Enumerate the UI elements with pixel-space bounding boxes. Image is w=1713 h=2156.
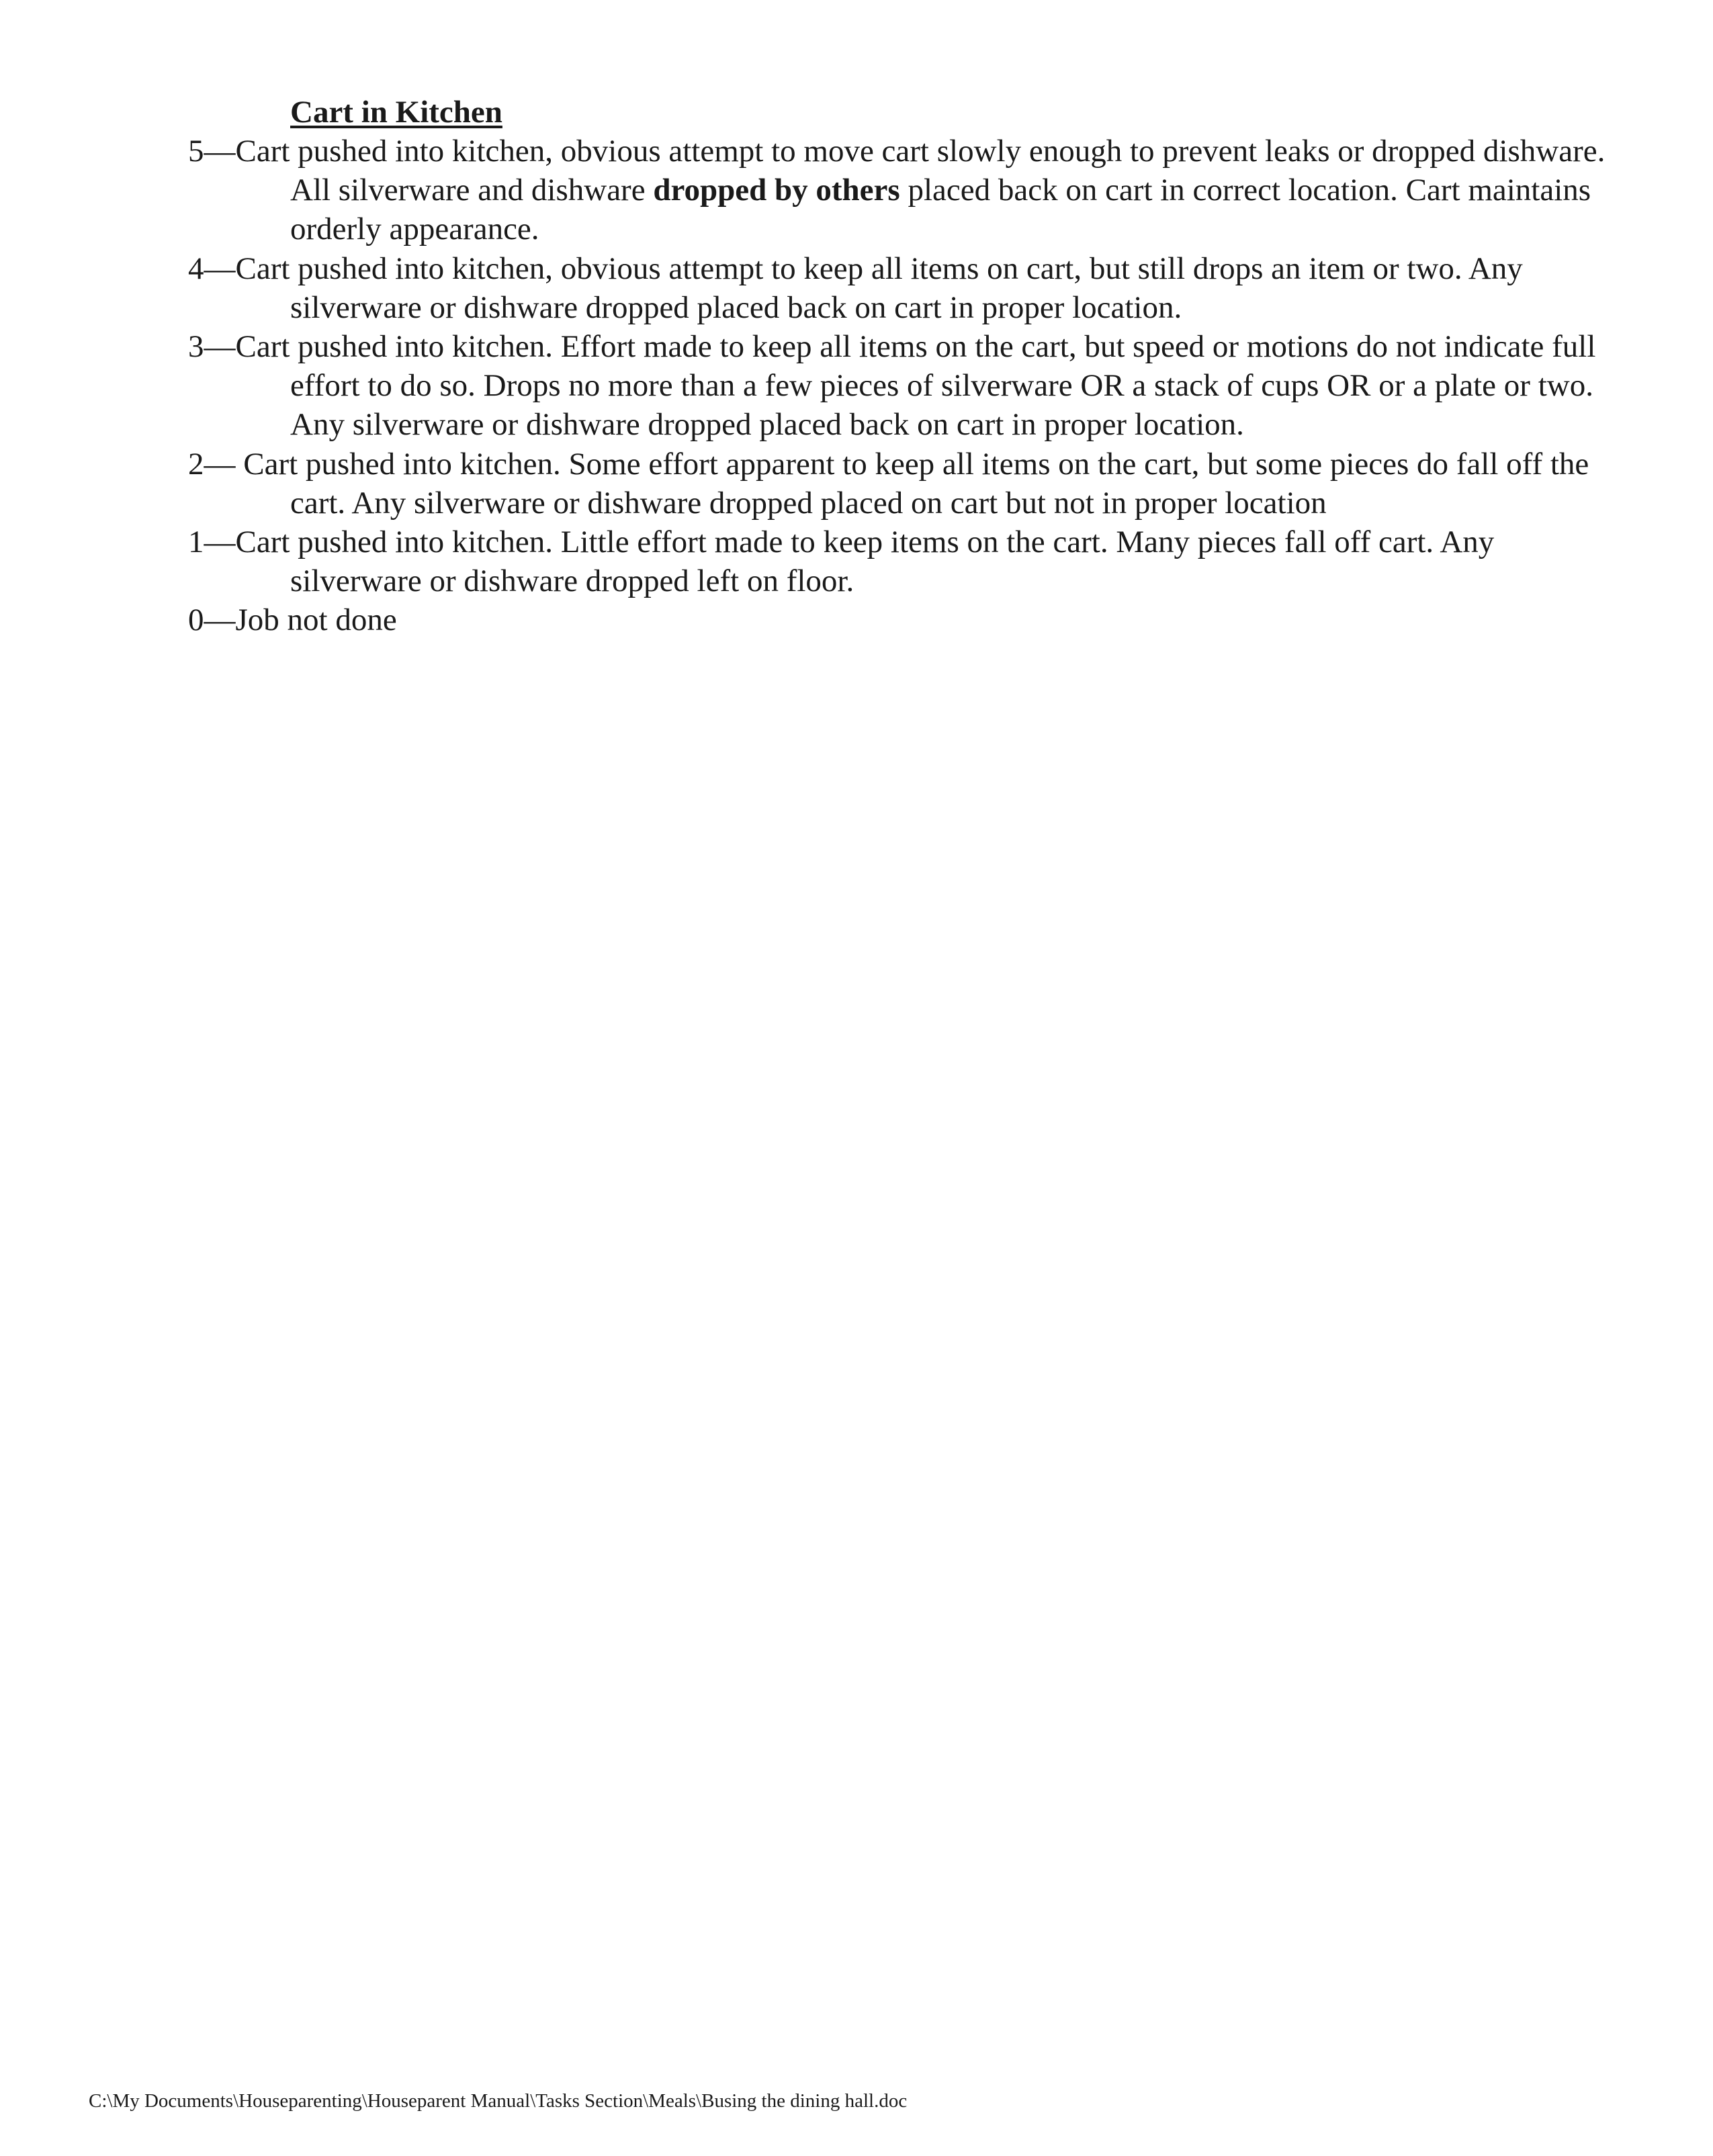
rubric-item-text: 5—Cart pushed into kitchen, obvious attempt to move cart slowly enough to prevent leaks or dropped dishware. All silverware and dishware (188, 134, 1606, 208)
rubric-item-score-3: 3—Cart pushed into kitchen. Effort made to keep all items on the cart, but speed or motions do not indicate full effort to do so. Drops no more than a few pieces of silverware OR a stack of cups OR or a plate or two. Any silverware or dishware dropped placed back on cart in proper location. (188, 329, 1596, 443)
section-heading: Cart in Kitchen (290, 95, 502, 130)
rubric-item-text-continued: placed back on cart in correct location. Cart maintains orderly appearance. (290, 173, 1591, 247)
rubric-item-score-5 (188, 132, 1626, 249)
footer-file-path: C:\My Documents\Houseparenting\Houseparent Manual\Tasks Section\Meals\Busing the dining hall.doc (89, 2090, 908, 2112)
rubric-item-score-0: 0—Job not done (188, 602, 397, 638)
rubric-item-score-1: 1—Cart pushed into kitchen. Little effort made to keep items on the cart. Many pieces fall off cart. Any silverware or dishware dropped left on floor. (188, 525, 1495, 599)
rubric-emphasis: dropped by others (653, 173, 900, 208)
rubric-item-score-4: 4—Cart pushed into kitchen, obvious attempt to keep all items on cart, but still drops an item or two. Any silverware or dishware dropped placed back on cart in proper location. (188, 251, 1523, 325)
scoring-rubric (188, 132, 1626, 640)
rubric-item-score-2: 2— Cart pushed into kitchen. Some effort apparent to keep all items on the cart, but some pieces do fall off the cart. Any silverware or dishware dropped placed on cart but not in proper location (188, 446, 1589, 521)
